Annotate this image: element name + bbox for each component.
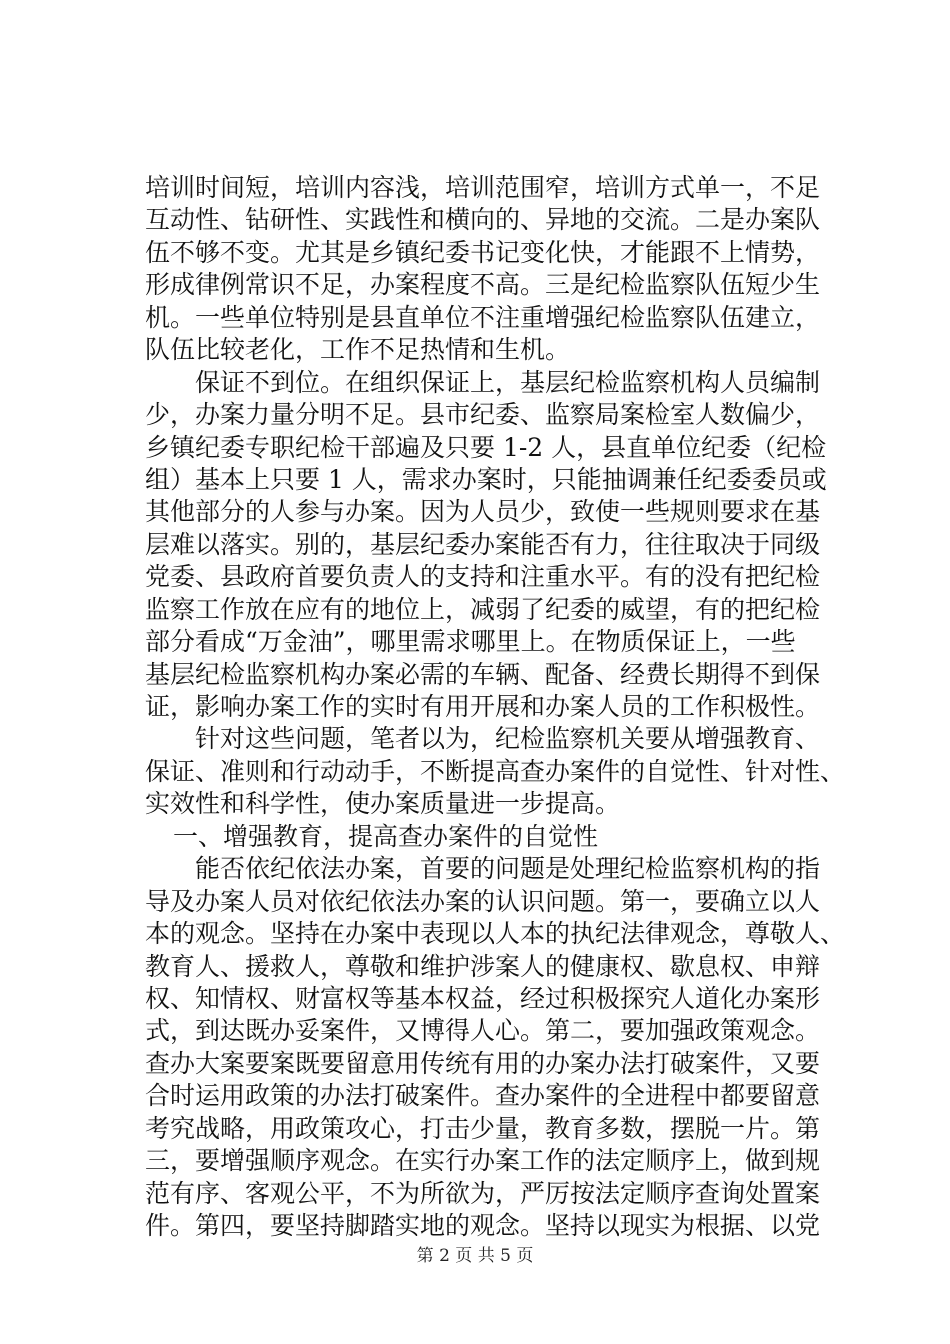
text-line: 考究战略，用政策攻心，打击少量，教育多数，摆脱一片。第 [145, 1113, 821, 1143]
text-line: 形成律例常识不足，办案程度不高。三是纪检监察队伍短少生 [145, 270, 821, 300]
text-line: 实效性和科学性，使办案质量进一步提高。 [145, 789, 621, 819]
text-line: 保证不到位。在组织保证上，基层纪检监察机构人员编制 [195, 367, 821, 397]
text-line: 查办大案要案既要留意用传统有用的办案办法打破案件，又要 [145, 1048, 821, 1078]
text-line: 组）基本上只要 1 人，需求办案时，只能抽调兼任纪委委员或 [145, 464, 827, 494]
text-line: 少，办案力量分明不足。县市纪委、监察局案检室人数偏少， [145, 400, 821, 430]
text-line: 基层纪检监察机构办案必需的车辆、配备、经费长期得不到保 [145, 659, 821, 689]
text-line: 其他部分的人参与办案。因为人员少，致使一些规则要求在基 [145, 497, 821, 527]
text-line: 机。一些单位特别是县直单位不注重增强纪检监察队伍建立， [145, 302, 821, 332]
text-line: 针对这些问题，笔者以为，纪检监察机关要从增强教育、 [195, 724, 821, 754]
text-line: 培训时间短，培训内容浅，培训范围窄，培训方式单一，不足 [145, 173, 821, 202]
text-line: 党委、县政府首要负责人的支持和注重水平。有的没有把纪检 [145, 562, 821, 592]
text-line: 能否依纪依法办案，首要的问题是处理纪检监察机构的指 [195, 854, 821, 884]
text-line: 本的观念。坚持在办案中表现以人本的执纪法律观念，尊敬人、 [145, 919, 846, 949]
section-heading: 一、增强教育，提高查办案件的自觉性 [173, 821, 599, 851]
text-line: 权、知情权、财富权等基本权益，经过积极探究人道化办案形 [145, 983, 821, 1013]
text-line: 互动性、钻研性、实践性和横向的、异地的交流。二是办案队 [145, 205, 821, 235]
text-line: 保证、准则和行动动手，不断提高查办案件的自觉性、针对性、 [145, 756, 846, 786]
text-line: 式，到达既办妥案件，又博得人心。第二，要加强政策观念。 [145, 1016, 821, 1046]
text-line: 证，影响办案工作的实时有用开展和办案人员的工作积极性。 [145, 692, 821, 721]
text-line: 队伍比较老化，工作不足热情和生机。 [145, 335, 571, 365]
text-line: 伍不够不变。尤其是乡镇纪委书记变化快，才能跟不上情势， [145, 237, 821, 267]
text-line: 部分看成“万金油”，哪里需求哪里上。在物质保证上，一些 [145, 627, 796, 657]
text-line: 三，要增强顺序观念。在实行办案工作的法定顺序上，做到规 [145, 1146, 821, 1176]
text-line: 乡镇纪委专职纪检干部遍及只要 1-2 人，县直单位纪委（纪检 [145, 432, 827, 462]
text-line: 监察工作放在应有的地位上，减弱了纪委的威望，有的把纪检 [145, 594, 821, 624]
page-number-footer: 第 2 页 共 5 页 [416, 1246, 534, 1266]
document-body [145, 172, 846, 1242]
text-line: 件。第四，要坚持脚踏实地的观念。坚持以现实为根据、以党 [145, 1211, 821, 1240]
text-line: 合时运用政策的办法打破案件。查办案件的全进程中都要留意 [145, 1081, 821, 1111]
text-line: 层难以落实。别的，基层纪委办案能否有力，往往取决于同级 [145, 529, 821, 559]
text-line: 教育人、援救人，尊敬和维护涉案人的健康权、歇息权、申辩 [145, 951, 821, 981]
text-line: 范有序、客观公平，不为所欲为，严厉按法定顺序查询处置案 [145, 1178, 821, 1208]
text-line: 导及办案人员对依纪依法办案的认识问题。第一，要确立以人 [145, 886, 821, 916]
